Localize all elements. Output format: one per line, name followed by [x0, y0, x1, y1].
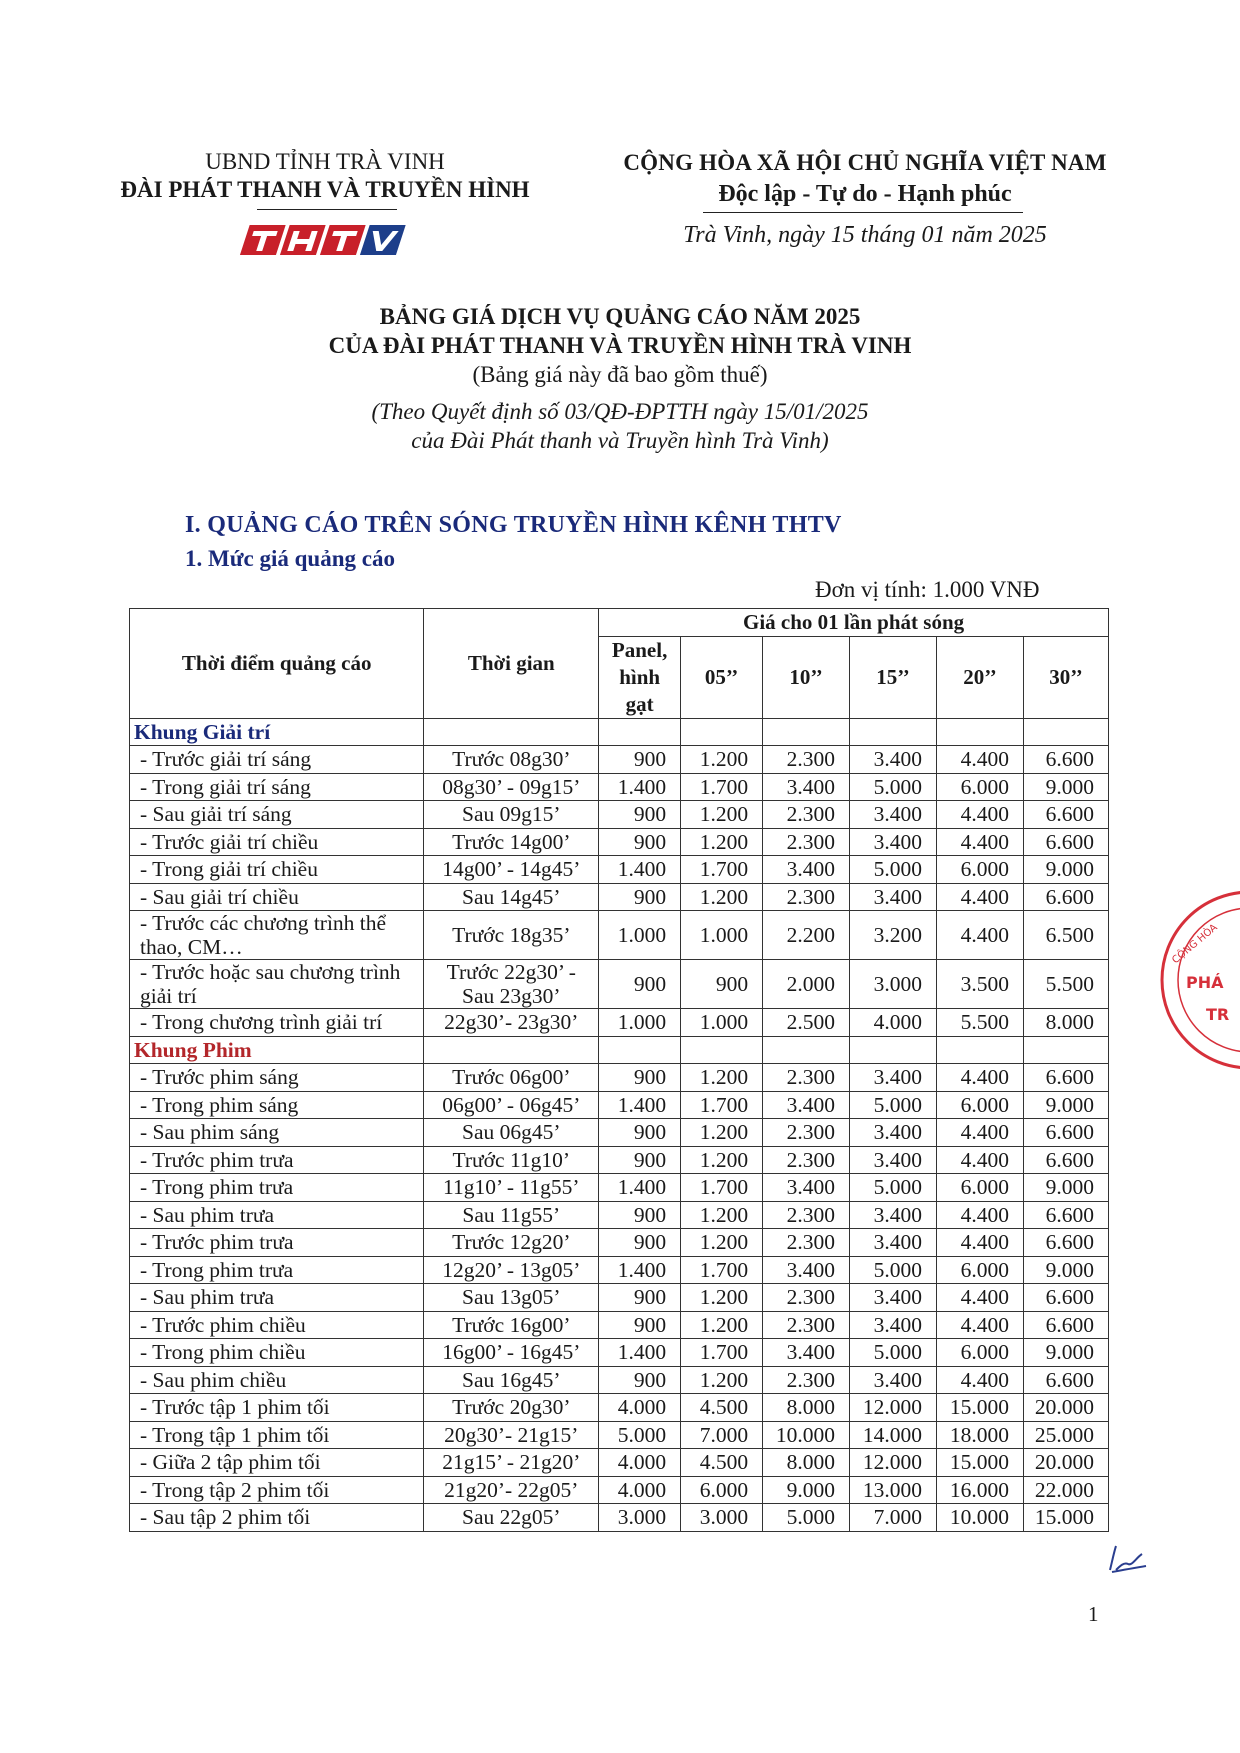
logo-block-v: [360, 225, 406, 255]
price-10s-cell: 9.000: [763, 1476, 850, 1504]
slot-cell: - Trong phim sáng: [130, 1091, 424, 1119]
time-cell: Sau 22g05’: [424, 1504, 599, 1532]
table-row: [130, 801, 1109, 829]
price-20s-cell: 15.000: [937, 1449, 1024, 1477]
price-15s-cell: 3.400: [850, 1311, 937, 1339]
price-15s-cell: 7.000: [850, 1504, 937, 1532]
table-row: [130, 960, 1109, 1009]
price-30s-cell: 6.600: [1023, 1201, 1108, 1229]
slot-cell: - Trong tập 1 phim tối: [130, 1421, 424, 1449]
slot-cell: - Sau giải trí sáng: [130, 801, 424, 829]
price-panel-cell: 1.400: [599, 1091, 681, 1119]
svg-text:PHÁ: PHÁ: [1186, 973, 1224, 992]
page-number: 1: [1088, 1602, 1099, 1626]
slot-cell: - Trước phim chiều: [130, 1311, 424, 1339]
table-row: [130, 1449, 1109, 1477]
price-15s-cell: 5.000: [850, 773, 937, 801]
price-15s-cell: 3.000: [850, 960, 937, 1009]
price-10s-cell: 3.400: [763, 1256, 850, 1284]
price-05s-cell: 1.200: [681, 1146, 763, 1174]
time-cell: Trước 18g35’: [424, 911, 599, 960]
price-10s-cell: 2.300: [763, 1119, 850, 1147]
slot-cell: - Trước tập 1 phim tối: [130, 1394, 424, 1422]
price-30s-cell: 6.600: [1023, 1229, 1108, 1257]
price-05s-cell: 1.700: [681, 856, 763, 884]
price-05s-cell: 1.700: [681, 1339, 763, 1367]
time-cell: 08g30’ - 09g15’: [424, 773, 599, 801]
price-05s-cell: 1.200: [681, 1366, 763, 1394]
slot-cell: - Trong phim trưa: [130, 1174, 424, 1202]
time-cell: Trước 12g20’: [424, 1229, 599, 1257]
table-row: [130, 1476, 1109, 1504]
empty-cell: [599, 718, 681, 746]
slot-cell: - Trong tập 2 phim tối: [130, 1476, 424, 1504]
empty-cell: [1023, 718, 1108, 746]
title-line-2: CỦA ĐÀI PHÁT THANH VÀ TRUYỀN HÌNH TRÀ VINH: [328, 333, 912, 358]
price-15s-cell: 14.000: [850, 1421, 937, 1449]
price-panel-cell: 900: [599, 1119, 681, 1147]
price-panel-cell: 3.000: [599, 1504, 681, 1532]
price-15s-cell: 13.000: [850, 1476, 937, 1504]
price-15s-cell: 3.400: [850, 1201, 937, 1229]
price-10s-cell: 10.000: [763, 1421, 850, 1449]
slot-cell: - Giữa 2 tập phim tối: [130, 1449, 424, 1477]
time-cell: Sau 06g45’: [424, 1119, 599, 1147]
price-15s-cell: 3.400: [850, 883, 937, 911]
price-20s-cell: 6.000: [937, 1256, 1024, 1284]
price-10s-cell: 8.000: [763, 1394, 850, 1422]
price-05s-cell: 1.000: [681, 911, 763, 960]
slot-cell: - Sau phim trưa: [130, 1284, 424, 1312]
slot-cell: - Trước các chương trình thể thao, CM…: [130, 911, 424, 960]
table-row: [130, 1394, 1109, 1422]
table-row: [130, 1311, 1109, 1339]
time-cell: Trước 16g00’: [424, 1311, 599, 1339]
slot-cell: - Trước hoặc sau chương trình giải trí: [130, 960, 424, 1009]
price-05s-cell: 1.200: [681, 1201, 763, 1229]
country-name: CỘNG HÒA XÃ HỘI CHỦ NGHĨA VIỆT NAM: [623, 150, 1107, 175]
time-cell: 16g00’ - 16g45’: [424, 1339, 599, 1367]
price-panel-cell: 1.400: [599, 1174, 681, 1202]
price-panel-cell: 900: [599, 828, 681, 856]
price-30s-cell: 9.000: [1023, 856, 1108, 884]
empty-cell: [763, 718, 850, 746]
price-30s-cell: 25.000: [1023, 1421, 1108, 1449]
price-15s-cell: 3.400: [850, 1064, 937, 1092]
price-05s-cell: 1.700: [681, 1091, 763, 1119]
empty-cell: [763, 1036, 850, 1064]
empty-cell: [1023, 1036, 1108, 1064]
price-30s-cell: 6.600: [1023, 1064, 1108, 1092]
price-20s-cell: 6.000: [937, 1091, 1024, 1119]
price-15s-cell: 4.000: [850, 1009, 937, 1037]
price-20s-cell: 4.400: [937, 1201, 1024, 1229]
price-10s-cell: 2.300: [763, 1229, 850, 1257]
price-10s-cell: 3.400: [763, 773, 850, 801]
title-line-1: BẢNG GIÁ DỊCH VỤ QUẢNG CÁO NĂM 2025: [379, 304, 861, 329]
time-cell: 14g00’ - 14g45’: [424, 856, 599, 884]
price-15s-cell: 3.400: [850, 1284, 937, 1312]
table-row: [130, 773, 1109, 801]
price-05s-cell: 1.200: [681, 1064, 763, 1092]
price-10s-cell: 8.000: [763, 1449, 850, 1477]
time-cell: Trước 08g30’: [424, 746, 599, 774]
price-panel-cell: 1.400: [599, 1256, 681, 1284]
price-20s-cell: 4.400: [937, 1311, 1024, 1339]
price-30s-cell: 6.600: [1023, 801, 1108, 829]
red-seal: [1150, 880, 1240, 1080]
table-row: [130, 1504, 1109, 1532]
price-30s-cell: 9.000: [1023, 1256, 1108, 1284]
price-panel-cell: 1.000: [599, 1009, 681, 1037]
table-row: [130, 1146, 1109, 1174]
decision-ref-line-1: (Theo Quyết định số 03/QĐ-ĐPTTH ngày 15/01/2025: [371, 399, 869, 424]
empty-cell: [424, 718, 599, 746]
table-row: [130, 883, 1109, 911]
price-10s-cell: 2.000: [763, 960, 850, 1009]
table-row: [130, 1091, 1109, 1119]
price-30s-cell: 20.000: [1023, 1394, 1108, 1422]
section-heading: I. QUẢNG CÁO TRÊN SÓNG TRUYỀN HÌNH KÊNH THTV: [185, 512, 842, 538]
price-05s-cell: 4.500: [681, 1449, 763, 1477]
slot-cell: - Sau phim chiều: [130, 1366, 424, 1394]
slot-cell: - Trước giải trí chiều: [130, 828, 424, 856]
price-05s-cell: 4.500: [681, 1394, 763, 1422]
empty-cell: [681, 1036, 763, 1064]
price-05s-cell: 1.200: [681, 1229, 763, 1257]
slot-cell: - Trong chương trình giải trí: [130, 1009, 424, 1037]
price-10s-cell: 2.200: [763, 911, 850, 960]
price-15s-cell: 12.000: [850, 1449, 937, 1477]
time-cell: Trước 20g30’: [424, 1394, 599, 1422]
time-cell: Trước 11g10’: [424, 1146, 599, 1174]
price-10s-cell: 5.000: [763, 1504, 850, 1532]
price-20s-cell: 5.500: [937, 1009, 1024, 1037]
slot-cell: - Trong giải trí sáng: [130, 773, 424, 801]
price-15s-cell: 5.000: [850, 1339, 937, 1367]
price-20s-cell: 4.400: [937, 1146, 1024, 1174]
empty-cell: [850, 1036, 937, 1064]
time-cell: Trước 14g00’: [424, 828, 599, 856]
table-row: [130, 1201, 1109, 1229]
empty-cell: [937, 718, 1024, 746]
price-30s-cell: 6.600: [1023, 1284, 1108, 1312]
price-05s-cell: 1.700: [681, 1256, 763, 1284]
price-10s-cell: 3.400: [763, 856, 850, 884]
slot-cell: - Sau giải trí chiều: [130, 883, 424, 911]
group-row: [130, 718, 1109, 746]
table-row: [130, 911, 1109, 960]
price-panel-cell: 900: [599, 801, 681, 829]
time-cell: 21g15’ - 21g20’: [424, 1449, 599, 1477]
group-name: Khung Phim: [130, 1036, 424, 1064]
price-10s-cell: 2.300: [763, 1366, 850, 1394]
group-name: Khung Giải trí: [130, 718, 424, 746]
price-15s-cell: 3.400: [850, 1146, 937, 1174]
price-10s-cell: 3.400: [763, 1339, 850, 1367]
price-panel-cell: 1.400: [599, 773, 681, 801]
time-cell: Sau 09g15’: [424, 801, 599, 829]
time-cell: Sau 16g45’: [424, 1366, 599, 1394]
table-row: [130, 1339, 1109, 1367]
table-row: [130, 1174, 1109, 1202]
price-30s-cell: 6.500: [1023, 911, 1108, 960]
header-price-group: Giá cho 01 lần phát sóng: [599, 609, 1109, 637]
price-20s-cell: 4.400: [937, 746, 1024, 774]
price-panel-cell: 900: [599, 1064, 681, 1092]
price-20s-cell: 16.000: [937, 1476, 1024, 1504]
price-05s-cell: 1.700: [681, 773, 763, 801]
table-row: [130, 746, 1109, 774]
price-panel-cell: 900: [599, 1146, 681, 1174]
price-20s-cell: 4.400: [937, 1064, 1024, 1092]
price-panel-cell: 900: [599, 1366, 681, 1394]
time-cell: 20g30’- 21g15’: [424, 1421, 599, 1449]
price-20s-cell: 6.000: [937, 856, 1024, 884]
price-30s-cell: 8.000: [1023, 1009, 1108, 1037]
time-cell: Trước 06g00’: [424, 1064, 599, 1092]
price-10s-cell: 2.300: [763, 1311, 850, 1339]
time-cell: Trước 22g30’ - Sau 23g30’: [424, 960, 599, 1009]
price-10s-cell: 2.500: [763, 1009, 850, 1037]
issuer-block: [100, 148, 550, 204]
price-05s-cell: 1.000: [681, 1009, 763, 1037]
slot-cell: - Sau phim sáng: [130, 1119, 424, 1147]
price-10s-cell: 2.300: [763, 1284, 850, 1312]
price-panel-cell: 900: [599, 960, 681, 1009]
issuer-name: ĐÀI PHÁT THANH VÀ TRUYỀN HÌNH: [120, 177, 530, 202]
empty-cell: [681, 718, 763, 746]
decision-ref-line-2: của Đài Phát thanh và Truyền hình Trà Vinh): [411, 428, 829, 453]
price-panel-cell: 1.400: [599, 856, 681, 884]
price-05s-cell: 1.200: [681, 828, 763, 856]
price-30s-cell: 6.600: [1023, 746, 1108, 774]
table-row: [130, 1009, 1109, 1037]
price-panel-cell: 900: [599, 1284, 681, 1312]
price-10s-cell: 2.300: [763, 1146, 850, 1174]
time-cell: 11g10’ - 11g55’: [424, 1174, 599, 1202]
price-15s-cell: 3.400: [850, 1229, 937, 1257]
unit-note: Đơn vị tính: 1.000 VNĐ: [815, 577, 1040, 602]
price-30s-cell: 20.000: [1023, 1449, 1108, 1477]
price-15s-cell: 3.400: [850, 1366, 937, 1394]
subsection-heading: 1. Mức giá quảng cáo: [185, 546, 395, 571]
price-panel-cell: 900: [599, 883, 681, 911]
signature-mark: [1102, 1540, 1150, 1574]
header-30s: 30’’: [1023, 636, 1108, 718]
price-05s-cell: 1.200: [681, 883, 763, 911]
issuer-underline: [257, 209, 397, 210]
slot-cell: - Sau tập 2 phim tối: [130, 1504, 424, 1532]
price-15s-cell: 3.400: [850, 1119, 937, 1147]
table-row: [130, 1064, 1109, 1092]
price-20s-cell: 4.400: [937, 911, 1024, 960]
group-row: [130, 1036, 1109, 1064]
empty-cell: [599, 1036, 681, 1064]
price-30s-cell: 9.000: [1023, 1091, 1108, 1119]
price-10s-cell: 2.300: [763, 1064, 850, 1092]
empty-cell: [937, 1036, 1024, 1064]
empty-cell: [424, 1036, 599, 1064]
price-panel-cell: 1.400: [599, 1339, 681, 1367]
price-05s-cell: 1.200: [681, 1284, 763, 1312]
price-05s-cell: 1.200: [681, 746, 763, 774]
price-30s-cell: 6.600: [1023, 1311, 1108, 1339]
price-20s-cell: 4.400: [937, 801, 1024, 829]
price-15s-cell: 3.200: [850, 911, 937, 960]
price-30s-cell: 6.600: [1023, 1146, 1108, 1174]
header-slot: Thời điểm quảng cáo: [130, 609, 424, 719]
price-panel-cell: 4.000: [599, 1476, 681, 1504]
slot-cell: - Trước phim sáng: [130, 1064, 424, 1092]
svg-text:CỘNG HÒA: CỘNG HÒA: [1170, 922, 1220, 967]
price-10s-cell: 2.300: [763, 746, 850, 774]
slot-cell: - Trong phim trưa: [130, 1256, 424, 1284]
time-cell: Sau 11g55’: [424, 1201, 599, 1229]
price-20s-cell: 4.400: [937, 1366, 1024, 1394]
price-panel-cell: 900: [599, 746, 681, 774]
document-title-block: [140, 302, 1100, 455]
price-05s-cell: 1.200: [681, 1119, 763, 1147]
price-panel-cell: 4.000: [599, 1449, 681, 1477]
price-panel-cell: 900: [599, 1311, 681, 1339]
header-20s: 20’’: [937, 636, 1024, 718]
price-30s-cell: 15.000: [1023, 1504, 1108, 1532]
price-panel-cell: 1.000: [599, 911, 681, 960]
slot-cell: - Trước phim trưa: [130, 1229, 424, 1257]
price-30s-cell: 9.000: [1023, 1174, 1108, 1202]
table-row: [130, 1366, 1109, 1394]
price-20s-cell: 18.000: [937, 1421, 1024, 1449]
slot-cell: - Trước giải trí sáng: [130, 746, 424, 774]
table-row: [130, 1119, 1109, 1147]
tax-note: (Bảng giá này đã bao gồm thuế): [472, 362, 768, 387]
price-10s-cell: 3.400: [763, 1091, 850, 1119]
price-10s-cell: 2.300: [763, 1201, 850, 1229]
price-15s-cell: 3.400: [850, 828, 937, 856]
header-10s: 10’’: [763, 636, 850, 718]
header-05s: 05’’: [681, 636, 763, 718]
time-cell: 12g20’ - 13g05’: [424, 1256, 599, 1284]
price-05s-cell: 6.000: [681, 1476, 763, 1504]
price-panel-cell: 4.000: [599, 1394, 681, 1422]
price-20s-cell: 10.000: [937, 1504, 1024, 1532]
time-cell: 06g00’ - 06g45’: [424, 1091, 599, 1119]
price-panel-cell: 900: [599, 1229, 681, 1257]
price-panel-cell: 5.000: [599, 1421, 681, 1449]
svg-text:TR: TR: [1206, 1005, 1230, 1024]
table-row: [130, 1256, 1109, 1284]
price-15s-cell: 12.000: [850, 1394, 937, 1422]
header-time: Thời gian: [424, 609, 599, 719]
price-30s-cell: 9.000: [1023, 1339, 1108, 1367]
price-30s-cell: 6.600: [1023, 1366, 1108, 1394]
price-15s-cell: 3.400: [850, 801, 937, 829]
price-20s-cell: 6.000: [937, 773, 1024, 801]
table-row: [130, 1421, 1109, 1449]
price-20s-cell: 15.000: [937, 1394, 1024, 1422]
price-10s-cell: 2.300: [763, 828, 850, 856]
price-10s-cell: 2.300: [763, 883, 850, 911]
price-30s-cell: 6.600: [1023, 828, 1108, 856]
price-15s-cell: 3.400: [850, 746, 937, 774]
table-row: [130, 1229, 1109, 1257]
issuer-province: UBND TỈNH TRÀ VINH: [205, 149, 445, 174]
price-30s-cell: 5.500: [1023, 960, 1108, 1009]
price-20s-cell: 4.400: [937, 828, 1024, 856]
table-row: [130, 856, 1109, 884]
table-body: [130, 718, 1109, 1531]
slot-cell: - Sau phim trưa: [130, 1201, 424, 1229]
table-row: [130, 1284, 1109, 1312]
time-cell: Sau 14g45’: [424, 883, 599, 911]
price-table: [129, 608, 1109, 1532]
price-20s-cell: 4.400: [937, 1119, 1024, 1147]
motto: Độc lập - Tự do - Hạnh phúc: [718, 181, 1012, 207]
table-row: [130, 828, 1109, 856]
price-15s-cell: 5.000: [850, 1091, 937, 1119]
price-20s-cell: 4.400: [937, 883, 1024, 911]
price-15s-cell: 5.000: [850, 1256, 937, 1284]
price-10s-cell: 3.400: [763, 1174, 850, 1202]
time-cell: Sau 13g05’: [424, 1284, 599, 1312]
header-panel: Panel, hình gạt: [599, 636, 681, 718]
slot-cell: - Trong phim chiều: [130, 1339, 424, 1367]
price-20s-cell: 4.400: [937, 1229, 1024, 1257]
price-30s-cell: 22.000: [1023, 1476, 1108, 1504]
header-15s: 15’’: [850, 636, 937, 718]
time-cell: 21g20’- 22g05’: [424, 1476, 599, 1504]
price-20s-cell: 4.400: [937, 1284, 1024, 1312]
price-15s-cell: 5.000: [850, 856, 937, 884]
price-20s-cell: 6.000: [937, 1339, 1024, 1367]
price-20s-cell: 6.000: [937, 1174, 1024, 1202]
slot-cell: - Trước phim trưa: [130, 1146, 424, 1174]
time-cell: 22g30’- 23g30’: [424, 1009, 599, 1037]
price-05s-cell: 1.200: [681, 801, 763, 829]
price-05s-cell: 7.000: [681, 1421, 763, 1449]
price-10s-cell: 2.300: [763, 801, 850, 829]
price-05s-cell: 3.000: [681, 1504, 763, 1532]
price-05s-cell: 900: [681, 960, 763, 1009]
motto-underline: [703, 212, 1023, 213]
price-panel-cell: 900: [599, 1201, 681, 1229]
thtv-logo: [236, 224, 414, 256]
national-motto-block: [600, 148, 1130, 210]
empty-cell: [850, 718, 937, 746]
price-05s-cell: 1.700: [681, 1174, 763, 1202]
price-05s-cell: 1.200: [681, 1311, 763, 1339]
price-15s-cell: 5.000: [850, 1174, 937, 1202]
price-20s-cell: 3.500: [937, 960, 1024, 1009]
price-30s-cell: 6.600: [1023, 1119, 1108, 1147]
price-30s-cell: 9.000: [1023, 773, 1108, 801]
slot-cell: - Trong giải trí chiều: [130, 856, 424, 884]
price-30s-cell: 6.600: [1023, 883, 1108, 911]
document-date: Trà Vinh, ngày 15 tháng 01 năm 2025: [683, 222, 1047, 248]
